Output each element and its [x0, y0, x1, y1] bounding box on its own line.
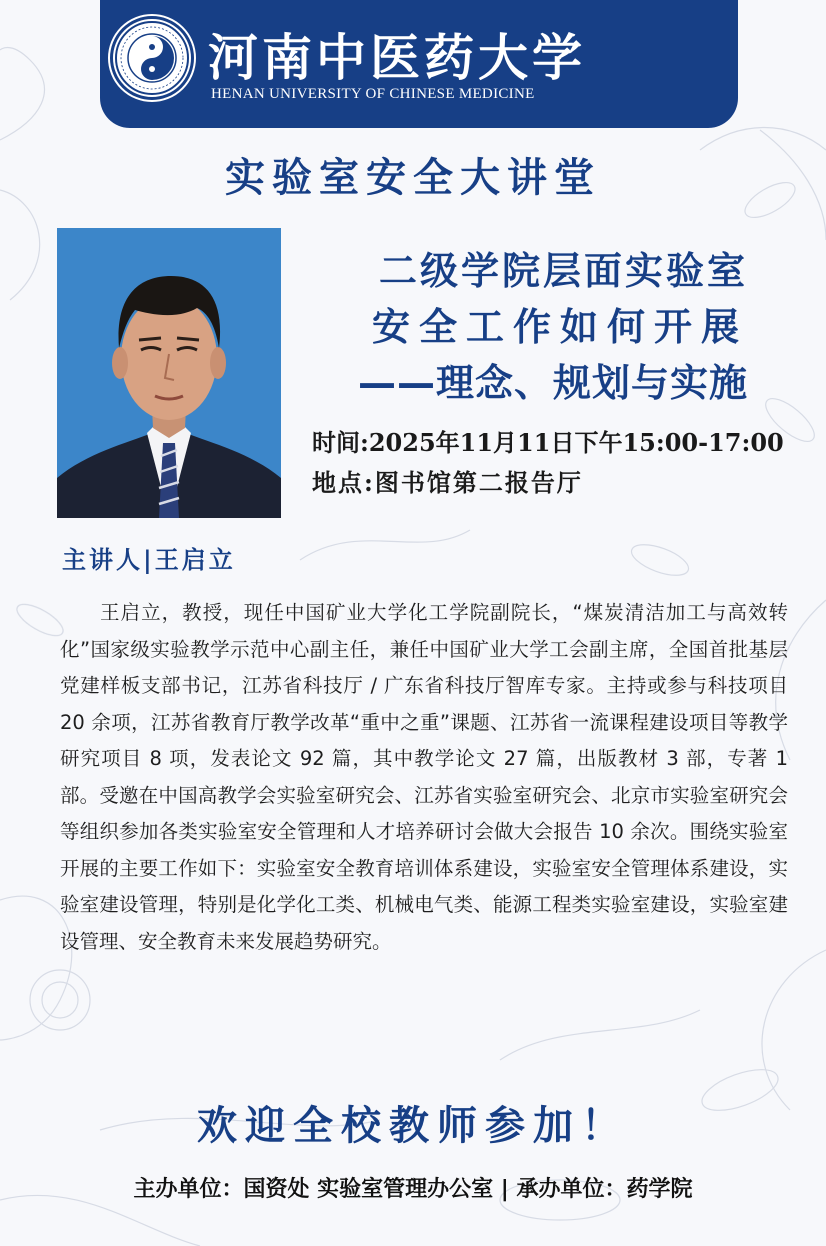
university-name-en: HENAN UNIVERSITY OF CHINESE MEDICINE	[211, 86, 535, 102]
speaker-photo	[57, 228, 281, 518]
event-time: 时间:2025年11月11日下午15:00-17:00	[312, 428, 784, 457]
speaker-label: 主讲人|王启立	[62, 545, 236, 574]
university-name-cn: 河南中医药大学	[208, 28, 586, 87]
university-seal-icon	[110, 16, 194, 100]
talk-title-line-2: 安全工作如何开展	[371, 305, 748, 349]
series-title: 实验室安全大讲堂	[225, 154, 601, 201]
welcome-message: 欢迎全校教师参加！	[197, 1102, 629, 1149]
event-place: 地点:图书馆第二报告厅	[312, 468, 583, 497]
talk-title-line-1: 二级学院层面实验室	[378, 249, 748, 293]
speaker-bio: 王启立，教授，现任中国矿业大学化工学院副院长，“煤炭清洁加工与高效转化”国家级实验教学示范中心副主任，兼任中国矿业大学工会副主席，全国首批基层党建样板支部书记，江苏省科技厅 / 广东省科技厅智库专家。主持或参与科技项目 20 余项，江苏省教育厅教学改革“重中之重”课题、江苏省一流课程建设项目等教学研究项目 8 项，发表论文 92 篇，其中教学论文 27 篇，出版教材 3 部，专著 1 部。受邀在中国高教学会实验室研究会、江苏省实验室研究会、北京市实验室研究会等组织参加各类实验室安全管理和人才培养研讨会做大会报告 10 余次。围绕实验室开展的主要工作如下：实验室安全教育培训体系建设，实验室安全管理体系建设，实验室建设管理，特别是化学化工类、机械电气类、能源工程类实验室建设，实验室建设管理、安全教育未来发展趋势研究。	[60, 601, 788, 953]
organizers-line: 主办单位：国资处 实验室管理办公室 | 承办单位：药学院	[133, 1177, 693, 1202]
talk-subtitle: ——理念、规划与实施	[357, 361, 748, 405]
